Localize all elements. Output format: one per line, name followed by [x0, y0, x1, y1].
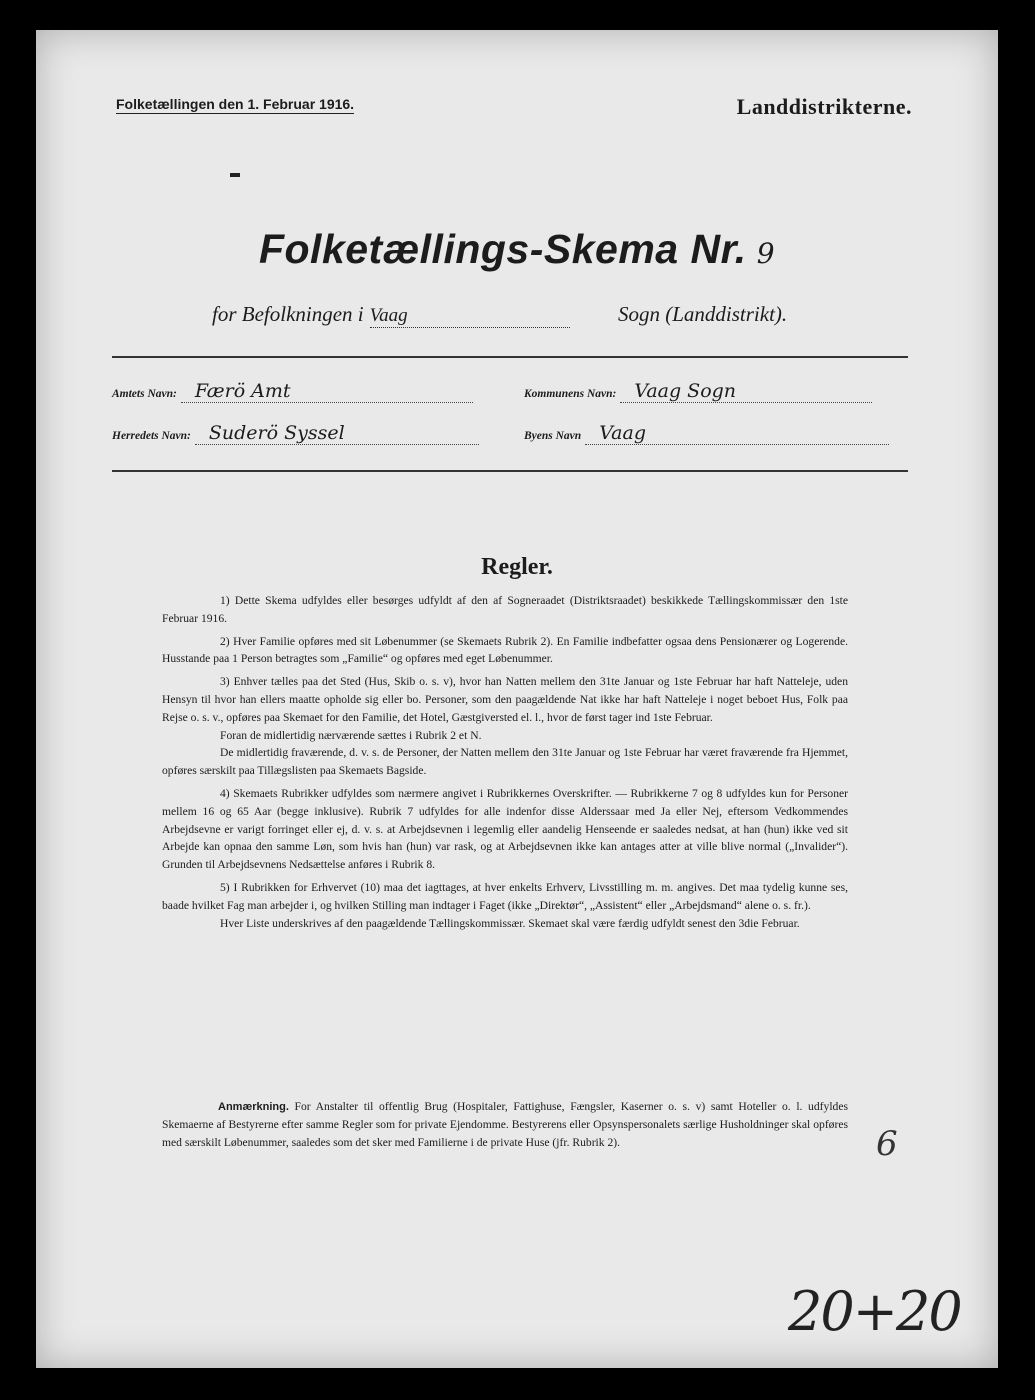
rule-5: 5) I Rubrikken for Erhvervet (10) maa det iagttages, at hver enkelts Erhverv, Livsstilling m. m. angives. Det maa tydelig kunne ses, baade hvilket Fag man arbejder i, og hvilken Stilling man indtager i Faget (ikke „Direktør“, „Assistent“ eller „Arbejdsmand“ alene o. s. fr.).: [162, 880, 848, 912]
amt-label: Amtets Navn:: [112, 388, 177, 400]
by-value: Vaag: [585, 422, 889, 445]
kommune-field: [524, 380, 872, 403]
rule-4: 4) Skemaets Rubrikker udfyldes som nærmere angivet i Rubrikkernes Overskrifter. — Rubrikkerne 7 og 8 udfyldes kun for Personer mellem 16 og 65 Aar (begge inklusive). Rubrik 7 udfyldes for alle indenfor disse Alderssaar med Ja eller Nej, eftersom Vedkommendes Arbejdsevne er varigt forringet eller ej, d. v. s. at Arbejdsevnen i legemlig eller aandelig Henseende er saaledes nedsat, at han (hun) ikke ved sit Arbejde kan opnaa den samme Løn, som hvis han (hun) var rask, og at Arbejdsevnen ikke kan antages atter at ville blive normal („Invalider“). Grunden til Arbejdsevnens Nedsættelse anføres i Rubrik 8.: [162, 786, 848, 872]
ink-mark: [230, 173, 240, 177]
amt-field: [112, 380, 473, 403]
census-date-header: Folketællingen den 1. Februar 1916.: [116, 96, 355, 112]
handwritten-sum: 20+20: [788, 1280, 961, 1343]
parish-name-field: Vaag: [370, 305, 570, 328]
rule-3: 3) Enhver tælles paa det Sted (Hus, Skib o. s. v), hvor han Natten mellem den 31te Januar og 1ste Februar har haft Natteleje, uden Hensyn til hvor han ellers maatte opholde sig eller bo. Personer, som den paagældende Nat ikke har haft Natteleje i noget beboet Hus, Folk paa Rejse o. s. v., opføres paa Skemaet for den Familie, det Hotel, Gæstgiversted el. l., hvor de først tager ind 1ste Februar.: [162, 675, 848, 724]
census-form-page: [36, 30, 998, 1368]
rule-6: Hver Liste underskrives af den paagældende Tællingskommissær. Skemaet skal være færdig udfyldt senest den 3die Februar.: [220, 916, 800, 930]
kommune-value: Vaag Sogn: [620, 380, 872, 403]
rule-1: 1) Dette Skema udfyldes eller besørges udfyldt af den af Sogneraadet (Distriktsraadet) beskikkede Tællingskommissær den 1ste Februar 1916.: [162, 594, 848, 625]
divider-top: [112, 356, 908, 358]
remark-text: For Anstalter til offentlig Brug (Hospitaler, Fattighuse, Fængsler, Kaserner o. s. v) samt Hoteller o. l. udfyldes Skemaerne af Bestyrerne efter samme Regler som for private Ejendomme. Bestyrerens eller Opsynspersonalets særlige Husholdninger skal opføres med særskilt Løbenummer, saaledes som det sker med Familierne i de private Huse (jfr. Rubrik 2).: [162, 1100, 848, 1149]
amt-value: Færö Amt: [181, 380, 473, 403]
rules-heading: Regler.: [481, 554, 553, 580]
rule-3-temporary-present: Foran de midlertidig nærværende sættes i Rubrik 2 et N.: [220, 728, 482, 742]
population-line: [212, 302, 570, 328]
parish-suffix: Sogn (Landdistrikt).: [618, 302, 788, 326]
form-title: [36, 226, 998, 273]
form-title-text: Folketællings-Skema Nr.: [258, 226, 747, 272]
herred-field: [112, 422, 479, 445]
herred-label: Herredets Navn:: [112, 430, 191, 442]
form-number: 9: [756, 237, 776, 270]
rule-2: 2) Hver Familie opføres med sit Løbenummer (se Skemaets Rubrik 2). En Familie indbefatter ogsaa dens Pensionærer og Logerende. Husstande paa 1 Person betragtes som „Familie“ og opføres med eget Løbenummer.: [162, 634, 848, 666]
herred-value: Suderö Syssel: [195, 422, 479, 445]
rules-body: [162, 592, 848, 937]
rule-3-temporary-absent: De midlertidig fraværende, d. v. s. de Personer, der Natten mellem den 31te Januar og 1ste Februar har været fraværende fra Hjemmet, opføres særskilt paa Tillægslisten paa Skemaets Bagside.: [162, 746, 848, 778]
divider-bottom: [112, 470, 908, 472]
remark-section: [162, 1098, 848, 1152]
district-type-header: Landdistrikterne.: [736, 94, 912, 119]
remark-label: Anmærkning.: [218, 1101, 289, 1113]
by-label: Byens Navn: [524, 430, 582, 442]
by-field: [524, 422, 889, 445]
population-line-prefix: for Befolkningen i: [212, 302, 364, 326]
kommune-label: Kommunens Navn:: [524, 388, 617, 400]
handwritten-side-number: 6: [876, 1124, 898, 1164]
